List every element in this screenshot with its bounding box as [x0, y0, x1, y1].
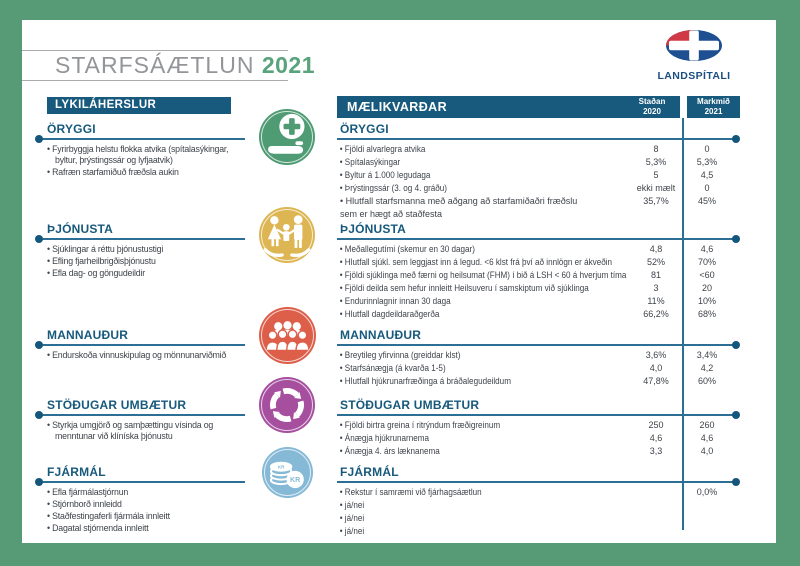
metric-row [337, 256, 739, 269]
metric-label: • Starfsánægja (á kvarða 1-5) [337, 362, 603, 375]
metric-value-2021: 260 [699, 420, 715, 430]
section-title: MANNAUÐUR [47, 328, 129, 342]
section-divider [36, 138, 245, 140]
metric-value-2021: 60% [697, 376, 716, 386]
hand-with-cross-icon [259, 109, 315, 165]
section-title: FJÁRMÁL [47, 465, 106, 479]
metric-rows [337, 486, 739, 538]
priority-bullet: • Sjúklingar á réttu þjónustustigi [47, 244, 249, 255]
priority-bullet: • Endurskoða vinnuskipulag og mönnunarviðmið [47, 350, 249, 361]
metric-value-2021: 0 [704, 144, 710, 154]
metric-row [337, 419, 739, 432]
metric-value-2021: 70% [697, 257, 716, 267]
metric-rows [337, 349, 739, 388]
metric-label: • Fjöldi sjúklinga með færni og heilsumat (FHM) í bið á LSH < 60 á hverjum tíma [337, 269, 603, 282]
title-rule-bottom [22, 80, 288, 81]
section-divider [337, 481, 739, 483]
right-section-st-ugar-umb-tur [337, 398, 739, 458]
section-title: ÞJÓNUSTA [47, 222, 114, 236]
metric-label: • Ánægja hjúkrunarnema [337, 432, 603, 445]
metric-row [337, 486, 739, 499]
metric-label: • Fjöldi birtra greina í ritrýndum fræðigreinum [337, 419, 603, 432]
metric-value-2021: 0 [704, 183, 710, 193]
priority-bullet: • Rafræn starfamiðuð fræðsla aukin [47, 167, 249, 178]
metric-value-2020: 250 [648, 420, 664, 430]
section-title: ÞJÓNUSTA [340, 222, 407, 236]
landspitali-logo-mark [662, 28, 726, 64]
metric-label: • Fjöldi deilda sem hefur innleitt Heilsuveru í samskiptum við sjúklinga [337, 282, 603, 295]
metric-row [337, 499, 739, 512]
priority-bullet: • Efla dag- og göngudeildir [47, 268, 249, 279]
metric-label: • Spítalasýkingar [337, 156, 603, 169]
priority-bullet: • Efla fjármálastjórnun [47, 487, 249, 498]
section-divider-dot [35, 235, 43, 243]
metric-row [337, 432, 739, 445]
metric-label: • Fjöldi alvarlegra atvika [337, 143, 603, 156]
page-title-text: STARFSÁÆTLUN [55, 52, 255, 78]
metric-row [337, 269, 739, 282]
priority-bullet: • Fyrirbyggja helstu flokka atvika (spítalasýkingar, byltur, þrýstingssár og lyfjaatvik) [47, 144, 249, 166]
left-column-header: LYKILÁHERSLUR [47, 97, 231, 114]
priority-bullet-list [36, 350, 249, 361]
metric-rows [337, 243, 739, 321]
section-divider [337, 344, 739, 346]
svg-text:KR: KR [289, 475, 300, 484]
metric-row [337, 143, 739, 156]
metric-value-2020: 5,3% [645, 157, 667, 167]
metric-value-2020: 3,6% [645, 350, 667, 360]
section-title: ÖRYGGI [47, 122, 96, 136]
metric-label: • Ánægja 4. árs læknanema [337, 445, 603, 458]
left-section-st-ugar-umb-tur [36, 398, 245, 443]
priority-bullet-list [36, 144, 249, 178]
right-section-mannau-ur [337, 328, 739, 388]
metric-row [337, 295, 739, 308]
metric-value-2021: 4,6 [700, 433, 714, 443]
section-divider [36, 414, 245, 416]
left-section-fj-rm-l [36, 465, 245, 535]
metric-value-2020: 5 [653, 170, 659, 180]
section-divider-dot [732, 478, 740, 486]
metric-value-2020: 66,2% [643, 309, 669, 319]
coins-kr-icon [262, 447, 313, 498]
metric-label: • Byltur á 1.000 legudaga [337, 169, 603, 182]
column-header-stadan-2020: Staðan 2020 [638, 97, 666, 116]
priority-bullet-list [36, 244, 249, 279]
metric-row [337, 525, 739, 538]
document-page [22, 20, 776, 543]
left-section-mannau-ur [36, 328, 245, 362]
metric-row [337, 282, 739, 295]
metric-label: • Þrýstingssár (3. og 4. gráðu) [337, 182, 603, 195]
people-group-icon [259, 307, 316, 364]
metric-value-2021: 45% [697, 196, 716, 206]
metric-row [337, 182, 739, 195]
metric-row [337, 195, 739, 221]
cycle-arrows-icon [259, 377, 315, 433]
metric-value-2020: 8 [653, 144, 659, 154]
section-divider-dot [35, 411, 43, 419]
metric-value-2021: 0,0% [696, 487, 718, 497]
metric-label: • Breytileg yfirvinna (greiddar klst) [337, 349, 603, 362]
priority-bullet: • Styrkja umgjörð og samþættingu vísinda og menntunar við klíníska þjónustu [47, 420, 249, 442]
metric-value-2021: 20 [701, 283, 712, 293]
metric-value-2020: 47,8% [643, 376, 669, 386]
section-divider [36, 344, 245, 346]
section-divider [36, 238, 245, 240]
family-in-hands-icon [259, 207, 315, 263]
metric-value-2021: 4,6 [700, 244, 714, 254]
left-section-ryggi [36, 122, 245, 179]
metric-label: • já/nei [337, 525, 603, 538]
metric-value-2020: 3 [653, 283, 659, 293]
metric-label: • Hlutfall starfsmanna með aðgang að starfamiðaðri fræðslu sem er hægt að staðfesta [337, 195, 633, 221]
section-divider [36, 481, 245, 483]
metric-row [337, 243, 739, 256]
metric-value-2021: 3,4% [696, 350, 718, 360]
section-divider [337, 138, 739, 140]
metric-value-2021: 5,3% [696, 157, 718, 167]
metric-value-2021: 4,5 [700, 170, 714, 180]
metric-label: • Meðallegutími (skemur en 30 dagar) [337, 243, 603, 256]
metric-row [337, 349, 739, 362]
metric-value-2020: 52% [646, 257, 665, 267]
section-divider [337, 238, 739, 240]
metric-label: • Hlutfall sjúkl. sem leggjast inn á legud. <6 klst frá því að innlögn er ákveðin [337, 256, 603, 269]
right-section-j-nusta [337, 222, 739, 321]
right-column-header-label: MÆLIKVARÐAR [347, 100, 447, 114]
metric-label: • já/nei [337, 512, 603, 525]
metric-label: • já/nei [337, 499, 603, 512]
metric-label: • Rekstur í samræmi við fjárhagsáætlun [337, 486, 603, 499]
metric-value-2021: 4,2 [700, 363, 714, 373]
priority-bullet-list [36, 487, 249, 534]
section-divider [337, 414, 739, 416]
section-divider-dot [35, 135, 43, 143]
metric-rows [337, 419, 739, 458]
page-title [55, 50, 315, 80]
section-divider-dot [35, 478, 43, 486]
metric-value-2021: 4,0 [700, 446, 714, 456]
metric-row [337, 308, 739, 321]
metric-value-2021: 68% [697, 309, 716, 319]
metric-row [337, 169, 739, 182]
section-divider-dot [732, 411, 740, 419]
landspitali-logo-label: LANDSPÍTALI [657, 70, 731, 82]
right-section-fj-rm-l [337, 465, 739, 538]
metric-value-2020: 35,7% [643, 196, 669, 206]
section-title: MANNAUÐUR [340, 328, 422, 342]
metric-label: • Hlutfall dagdeildaraðgerða [337, 308, 603, 321]
priority-bullet: • Staðfestingaferli fjármála innleitt [47, 511, 249, 522]
landspitali-logo [644, 28, 744, 82]
section-title: FJÁRMÁL [340, 465, 399, 479]
metric-value-2020: 3,3 [649, 446, 663, 456]
section-divider-dot [732, 135, 740, 143]
metric-row [337, 375, 739, 388]
svg-text:KR: KR [277, 464, 284, 470]
metric-value-2021: 10% [697, 296, 716, 306]
right-column-header [337, 96, 680, 118]
priority-bullet: • Stjórnborð innleidd [47, 499, 249, 510]
metric-row [337, 512, 739, 525]
metric-label: • Endurinnlagnir innan 30 daga [337, 295, 603, 308]
metric-value-2020: ekki mælt [636, 183, 676, 193]
metric-value-2020: 11% [647, 296, 665, 306]
metric-value-2020: 4,8 [649, 244, 663, 254]
metric-value-2020: 4,6 [649, 433, 663, 443]
metric-value-2020: 81 [650, 270, 661, 280]
metric-value-2021: <60 [699, 270, 715, 280]
metric-rows [337, 143, 739, 221]
priority-bullet-list [36, 420, 249, 442]
metric-row [337, 362, 739, 375]
page-title-year: 2021 [261, 52, 315, 78]
section-divider-dot [35, 341, 43, 349]
priority-bullet: • Dagatal stjórnenda innleitt [47, 523, 249, 534]
metric-value-2020: 4,0 [649, 363, 663, 373]
column-header-markmid-2021: Markmið 2021 [687, 96, 740, 118]
metric-row [337, 156, 739, 169]
right-section-ryggi [337, 122, 739, 221]
left-section-j-nusta [36, 222, 245, 280]
section-divider-dot [732, 341, 740, 349]
section-title: ÖRYGGI [340, 122, 389, 136]
section-divider-dot [732, 235, 740, 243]
priority-bullet: • Efling fjarheilbrigðisþjónustu [47, 256, 249, 267]
metric-row [337, 445, 739, 458]
metric-label: • Hlutfall hjúkrunarfræðinga á bráðalegudeildum [337, 375, 603, 388]
section-title: STÖÐUGAR UMBÆTUR [340, 398, 480, 412]
section-title: STÖÐUGAR UMBÆTUR [47, 398, 187, 412]
